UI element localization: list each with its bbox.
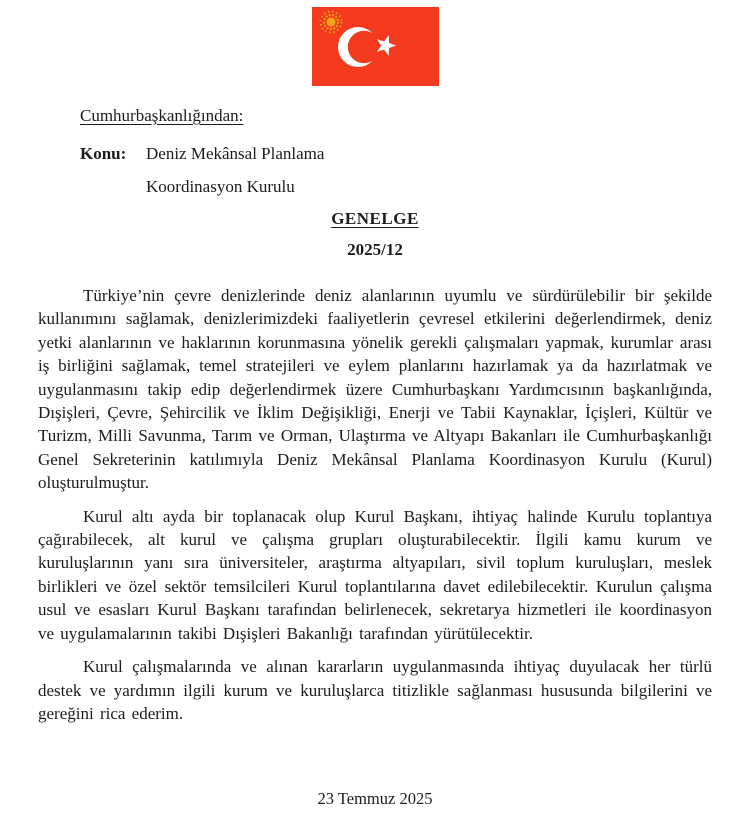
title-block <box>38 207 712 262</box>
body-text <box>38 284 712 725</box>
circular-number: 2025/12 <box>347 240 403 259</box>
sender-title: Cumhurbaşkanlığından: <box>80 106 244 125</box>
paragraph-1: Türkiye’nin çevre denizlerinde deniz alanlarının uyumlu ve sürdürülebilir bir şekilde kullanımını sağlamak, denizlerimizdeki faaliyetlerin çevresel etkilerini değerlendirmek, deniz yetki alanlarının ve haklarının korunmasına yönelik gerekli çalışmaları yapmak, kurumlar arası iş birliğini sağlamak, temel stratejileri ve eylem planlarını hazırlamak ya da hazırlatmak ve uygulanmasını takip edip değerlendirmek üzere Cumhurbaşkanı Yardımcısının başkanlığında, Dışişleri, Çevre, Şehircilik ve İklim Değişikliği, Enerji ve Tabii Kaynaklar, İçişleri, Kültür ve Turizm, Milli Savunma, Tarım ve Orman, Ulaştırma ve Altyapı Bakanları ile Cumhurbaşkanlığı Genel Sekreterinin katılımıyla Deniz Mekânsal Planlama Koordinasyon Kurulu (Kurul) oluşturulmuştur. <box>38 286 712 493</box>
subject-text <box>146 137 324 203</box>
turkish-presidential-flag <box>312 7 439 86</box>
subject-line-1: Deniz Mekânsal Planlama <box>146 144 325 163</box>
flag-container <box>0 0 750 86</box>
sender-block <box>80 104 712 128</box>
subject-block <box>80 137 712 203</box>
subject-label: Konu: <box>80 144 127 163</box>
document-type-heading: GENELGE <box>331 209 419 228</box>
document-date: 23 Temmuz 2025 <box>317 789 433 809</box>
document-content <box>0 104 750 809</box>
subject-line-2: Koordinasyon Kurulu <box>146 177 295 196</box>
paragraph-3: Kurul çalışmalarında ve alınan kararların uygulanmasında ihtiyaç duyulacak her türlü destek ve yardımın ilgili kurum ve kuruluşlarca titizlikle sağlanması hususunda bilgilerini ve gereğini rica ederim. <box>38 657 712 723</box>
paragraph-2: Kurul altı ayda bir toplanacak olup Kurul Başkanı, ihtiyaç halinde Kurulu toplantıya çağırabilecek, alt kurul ve çalışma grupları oluşturabilecektir. İlgili kamu kurum ve kuruluşlarının yanı sıra üniversiteler, araştırma altyapıları, sivil toplum kuruluşları, meslek birlikleri ve özel sektör temsilcileri Kurul toplantılarına davet edilebilecektir. Kurulun çalışma usul ve esasları Kurul Başkanı tarafından belirlenecek, sekretarya hizmetleri ile koordinasyon ve uygulamalarının takibi Dışişleri Bakanlığı tarafından yürütülecektir. <box>38 506 712 643</box>
